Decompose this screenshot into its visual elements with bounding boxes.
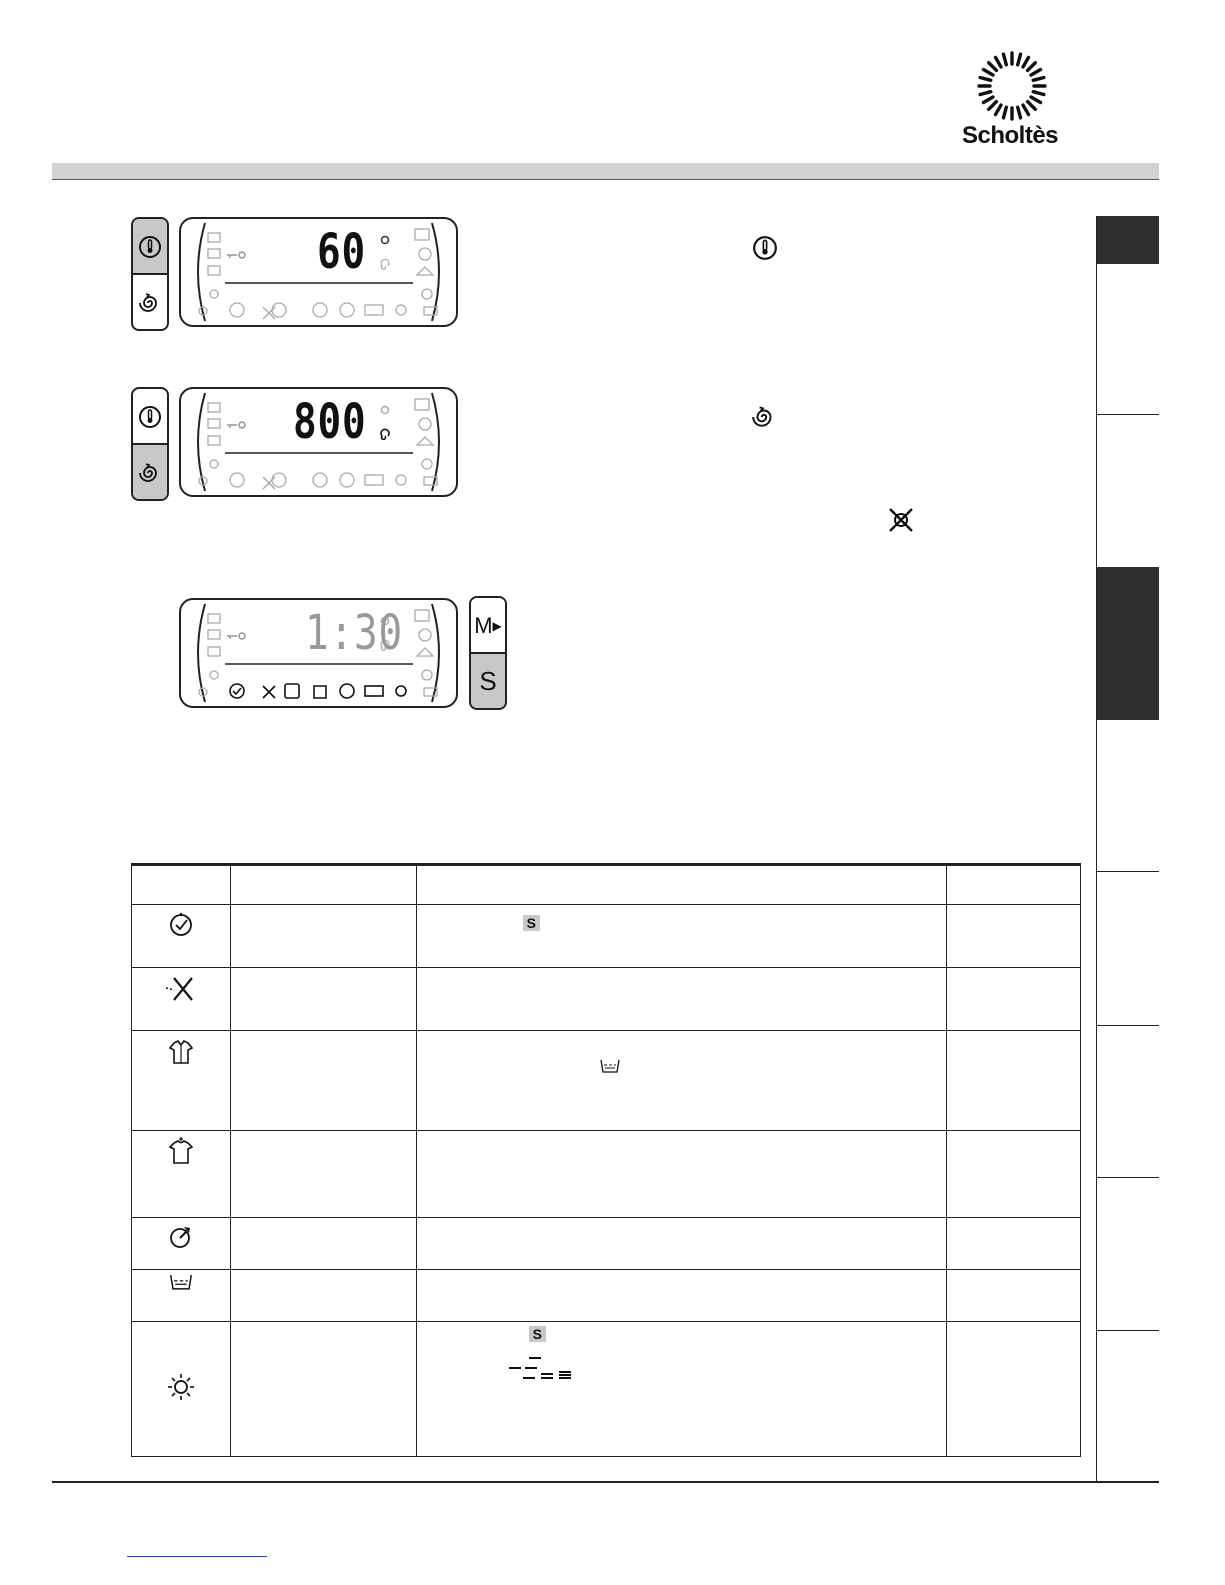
- table-row: [132, 968, 1081, 1031]
- lcd-delay-value: 1:30: [305, 605, 404, 661]
- no-spin-icon: [887, 506, 915, 534]
- spin-icon: [751, 404, 777, 430]
- table-row: [132, 1031, 1081, 1131]
- side-separator: [1097, 414, 1159, 415]
- side-separator: [1097, 1025, 1159, 1026]
- table-row: [132, 1322, 1081, 1457]
- temp-spin-buttons-2: [131, 387, 169, 501]
- spin-button-2[interactable]: [133, 445, 167, 500]
- table-row: [132, 1270, 1081, 1322]
- display-segments-icon: [507, 1354, 577, 1382]
- easy-iron-shirt-icon: [168, 1039, 194, 1065]
- prewash-sun-icon: [167, 1373, 195, 1401]
- table-row: [132, 905, 1081, 968]
- rinse-basin-icon: [600, 1059, 620, 1073]
- mode-button[interactable]: [471, 598, 505, 653]
- brand-logo-icon: [972, 50, 1052, 125]
- table-header-row: [132, 865, 1081, 905]
- lcd-display-temperature: [179, 217, 458, 327]
- lcd-spin-value: 800: [293, 394, 367, 450]
- super-wash-shirt-icon: [168, 1137, 194, 1165]
- footer-link-underline[interactable]: [127, 1556, 267, 1557]
- table-row: [132, 1218, 1081, 1270]
- lcd-temperature-value: 60: [317, 224, 367, 280]
- thermometer-icon: [138, 405, 162, 429]
- temp-spin-buttons: [131, 217, 169, 331]
- side-separator: [1097, 1330, 1159, 1331]
- header-band: [52, 163, 1159, 180]
- mode-button-label: M: [474, 612, 493, 638]
- table-row: [132, 1131, 1081, 1218]
- temperature-button[interactable]: [133, 219, 167, 274]
- side-separator: [1097, 871, 1159, 872]
- extra-rinse-basin-icon: [169, 1274, 193, 1290]
- spin-icon: [138, 291, 162, 315]
- no-spin-icon: [164, 976, 198, 1002]
- start-button[interactable]: [471, 654, 505, 709]
- temperature-button-2[interactable]: [133, 389, 167, 444]
- brand-name: Scholtès: [962, 122, 1059, 149]
- thermometer-icon: [138, 235, 162, 259]
- lcd-display-spin: [179, 387, 458, 497]
- spin-button[interactable]: [133, 275, 167, 330]
- start-button-label: S: [479, 666, 497, 696]
- spin-icon: [138, 461, 162, 485]
- footer-rule: [52, 1481, 1159, 1483]
- mode-start-buttons: [469, 596, 507, 710]
- time-saving-icon: [168, 1224, 194, 1250]
- side-tab-1[interactable]: [1097, 216, 1159, 264]
- start-key-chip: S: [523, 915, 540, 931]
- options-table: [131, 863, 1081, 1457]
- side-tab-active[interactable]: [1097, 567, 1159, 720]
- thermometer-icon: [752, 235, 778, 261]
- lcd-display-options: [179, 598, 458, 708]
- play-arrow-icon: ▶: [492, 618, 502, 633]
- side-separator: [1097, 1177, 1159, 1178]
- start-key-chip: S: [529, 1326, 546, 1342]
- side-rule: [1096, 216, 1097, 1482]
- delay-timer-icon: [168, 911, 194, 937]
